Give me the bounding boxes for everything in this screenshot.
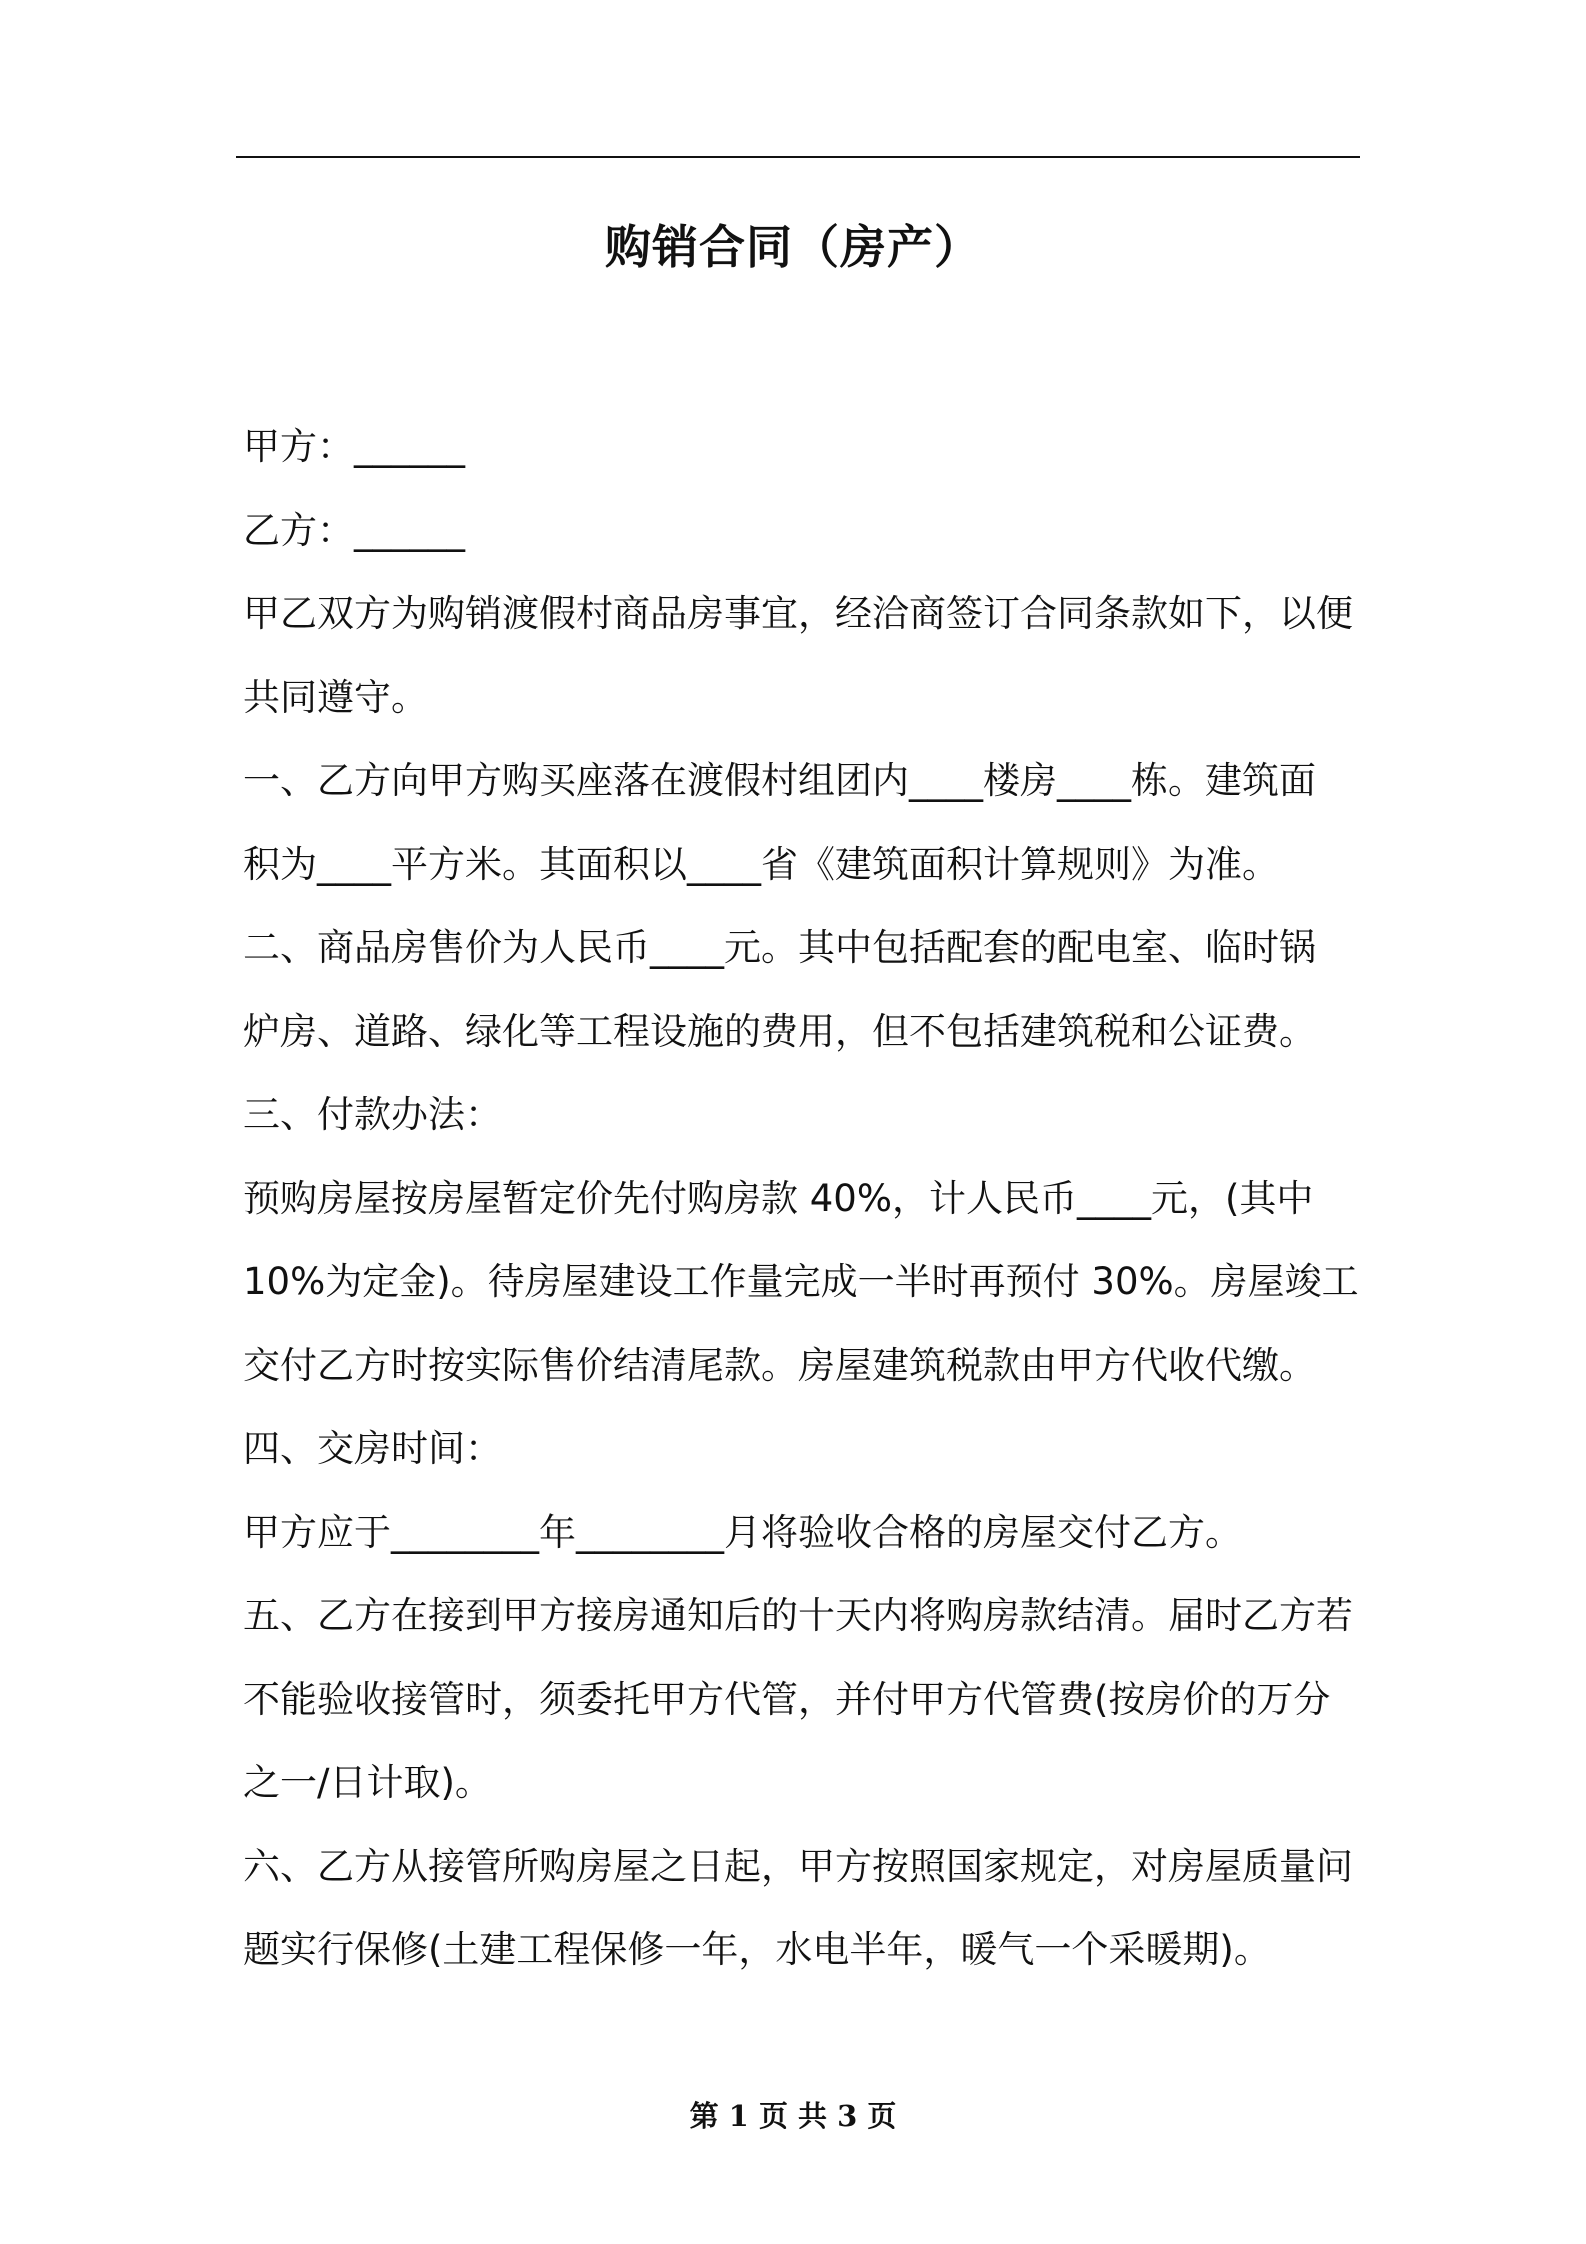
body-line: 三、付款办法：: [243, 1093, 502, 1136]
body-line: 甲方应于________年________月将验收合格的房屋交付乙方。: [243, 1510, 1242, 1554]
page-footer: 第 1 页 共 3 页: [689, 2099, 897, 2133]
body-line: 甲乙双方为购销渡假村商品房事宜，经洽商签订合同条款如下，以便: [243, 592, 1353, 635]
body-line: 二、商品房售价为人民币____元。其中包括配套的配电室、临时锅: [243, 926, 1316, 969]
body-line: 10%为定金)。待房屋建设工作量完成一半时再预付 30%。房屋竣工: [243, 1260, 1359, 1303]
body-line: 乙方：______: [243, 508, 465, 552]
body-line: 五、乙方在接到甲方接房通知后的十天内将购房款结清。届时乙方若: [243, 1594, 1353, 1637]
header-rule: [236, 156, 1360, 158]
body-line: 一、乙方向甲方购买座落在渡假村组团内____楼房____栋。建筑面: [243, 759, 1316, 802]
body-line: 甲方：______: [243, 425, 465, 468]
body-line: 题实行保修(土建工程保修一年，水电半年，暖气一个采暖期)。: [243, 1928, 1271, 1971]
body-line: 四、交房时间：: [243, 1427, 502, 1470]
document-title: 购销合同（房产）: [605, 220, 981, 274]
body-line: 不能验收接管时，须委托甲方代管，并付甲方代管费(按房价的万分: [243, 1677, 1331, 1721]
body-line: 预购房屋按房屋暂定价先付购房款 40%，计人民币____元，(其中: [243, 1176, 1314, 1220]
body-line: 六、乙方从接管所购房屋之日起，甲方按照国家规定，对房屋质量问: [243, 1844, 1353, 1888]
body-line: 积为____平方米。其面积以____省《建筑面积计算规则》为准。: [243, 842, 1279, 886]
body-line: 炉房、道路、绿化等工程设施的费用，但不包括建筑税和公证费。: [243, 1009, 1316, 1053]
document-body: [243, 405, 1359, 1992]
body-line: 交付乙方时按实际售价结清尾款。房屋建筑税款由甲方代收代缴。: [243, 1343, 1316, 1387]
body-line: 之一/日计取)。: [243, 1761, 492, 1804]
body-line: 共同遵守。: [243, 675, 428, 719]
